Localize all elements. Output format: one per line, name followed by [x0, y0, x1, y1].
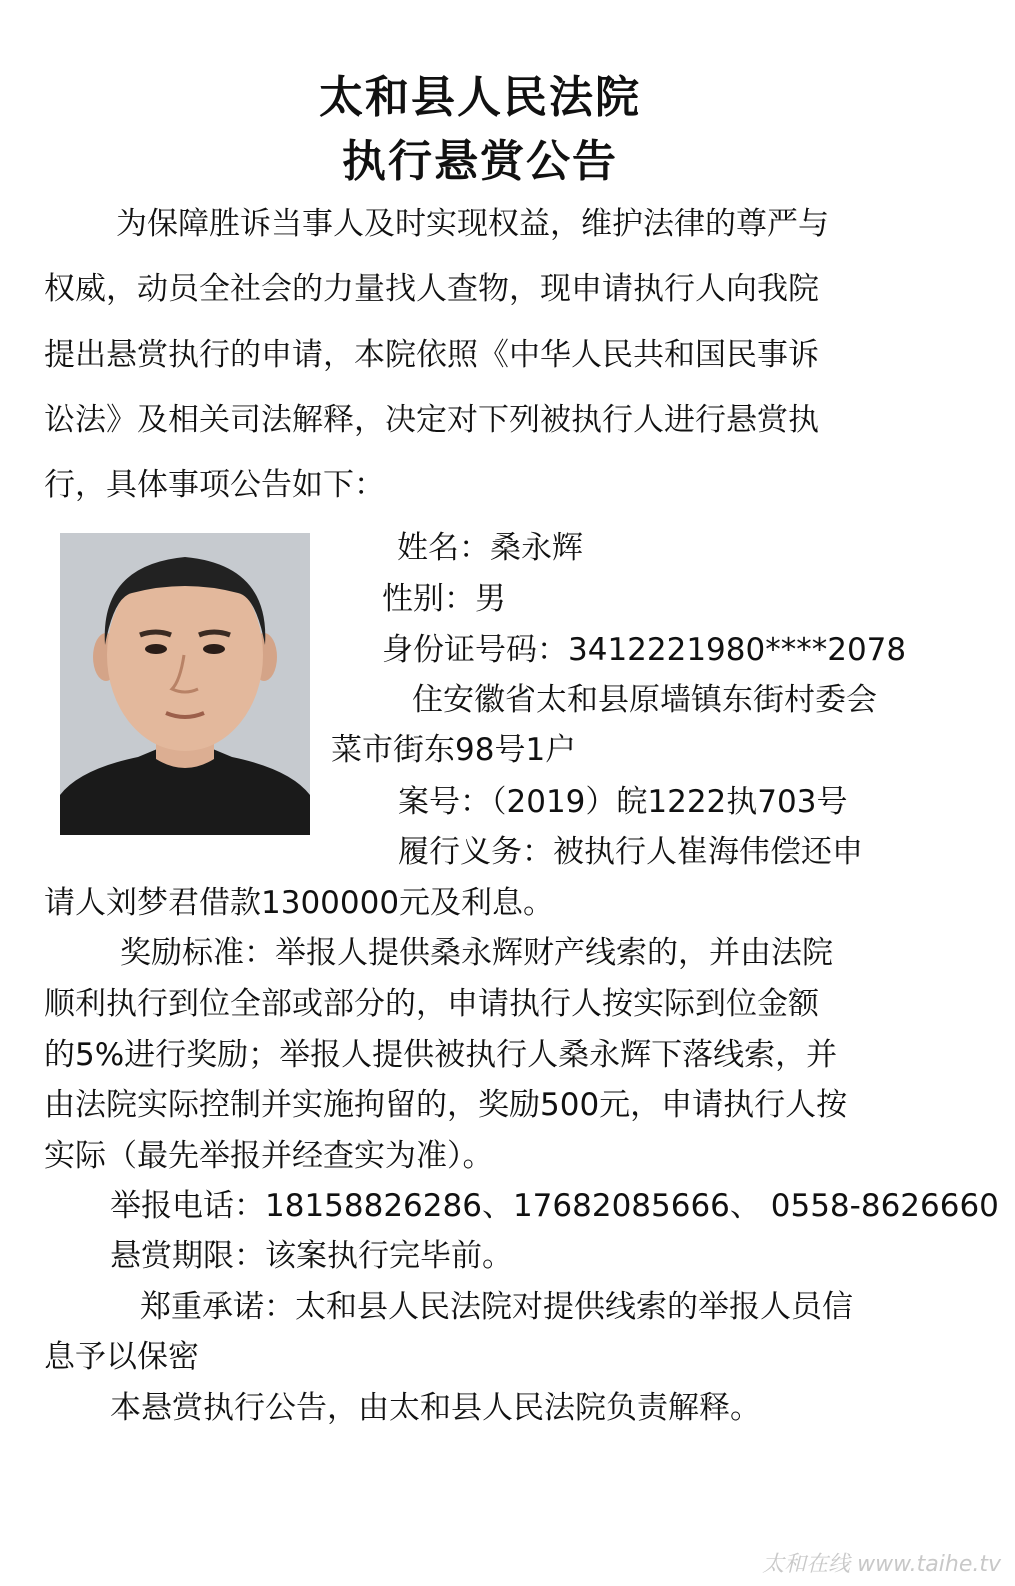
case-number: 案号：（2019）皖1222执703号: [398, 784, 848, 820]
reward-standard: 实际（最先举报并经查实为准）。: [44, 1138, 494, 1174]
reward-standard: 顺利执行到位全部或部分的，申请执行人按实际到位金额: [44, 986, 819, 1022]
suspect-id-number: 身份证号码：3412221980****2078: [382, 632, 907, 668]
intro-line: 行，具体事项公告如下：: [44, 467, 385, 503]
reward-standard: 由法院实际控制并实施拘留的，奖励500元，申请执行人按: [44, 1087, 848, 1123]
suspect-photo: [60, 533, 310, 835]
intro-line: 权威，动员全社会的力量找人查物，现申请执行人向我院: [44, 271, 819, 307]
obligation: 履行义务：被执行人崔海伟偿还申: [398, 834, 863, 870]
notice-title: 执行悬赏公告: [342, 136, 618, 187]
suspect-gender: 性别：男: [382, 581, 506, 617]
suspect-name: 姓名：桑永辉: [397, 530, 583, 566]
reward-standard: 的5%进行奖励；举报人提供被执行人桑永辉下落线索，并: [44, 1037, 838, 1073]
reward-deadline: 悬赏期限：该案执行完毕前。: [110, 1238, 513, 1274]
obligation: 请人刘梦君借款1300000元及利息。: [44, 885, 555, 921]
notice-court-title: 太和县人民法院: [319, 72, 641, 123]
suspect-address: 住安徽省太和县原墙镇东街村委会: [412, 682, 877, 718]
suspect-address: 菜市街东98号1户: [331, 732, 577, 768]
confidentiality-promise: 息予以保密: [44, 1339, 199, 1375]
site-watermark: 太和在线 www.taihe.tv: [762, 1552, 1001, 1577]
closing-statement: 本悬赏执行公告，由太和县人民法院负责解释。: [110, 1390, 761, 1426]
reward-standard: 奖励标准：举报人提供桑永辉财产线索的，并由法院: [120, 935, 833, 971]
intro-line: 讼法》及相关司法解释，决定对下列被执行人进行悬赏执: [44, 402, 819, 438]
confidentiality-promise: 郑重承诺：太和县人民法院对提供线索的举报人员信: [140, 1289, 853, 1325]
intro-line: 提出悬赏执行的申请，本院依照《中华人民共和国民事诉: [44, 337, 819, 373]
intro-line: 为保障胜诉当事人及时实现权益，维护法律的尊严与: [116, 206, 829, 242]
report-phone: 举报电话：18158826286、17682085666、 0558-8626660: [110, 1188, 999, 1224]
